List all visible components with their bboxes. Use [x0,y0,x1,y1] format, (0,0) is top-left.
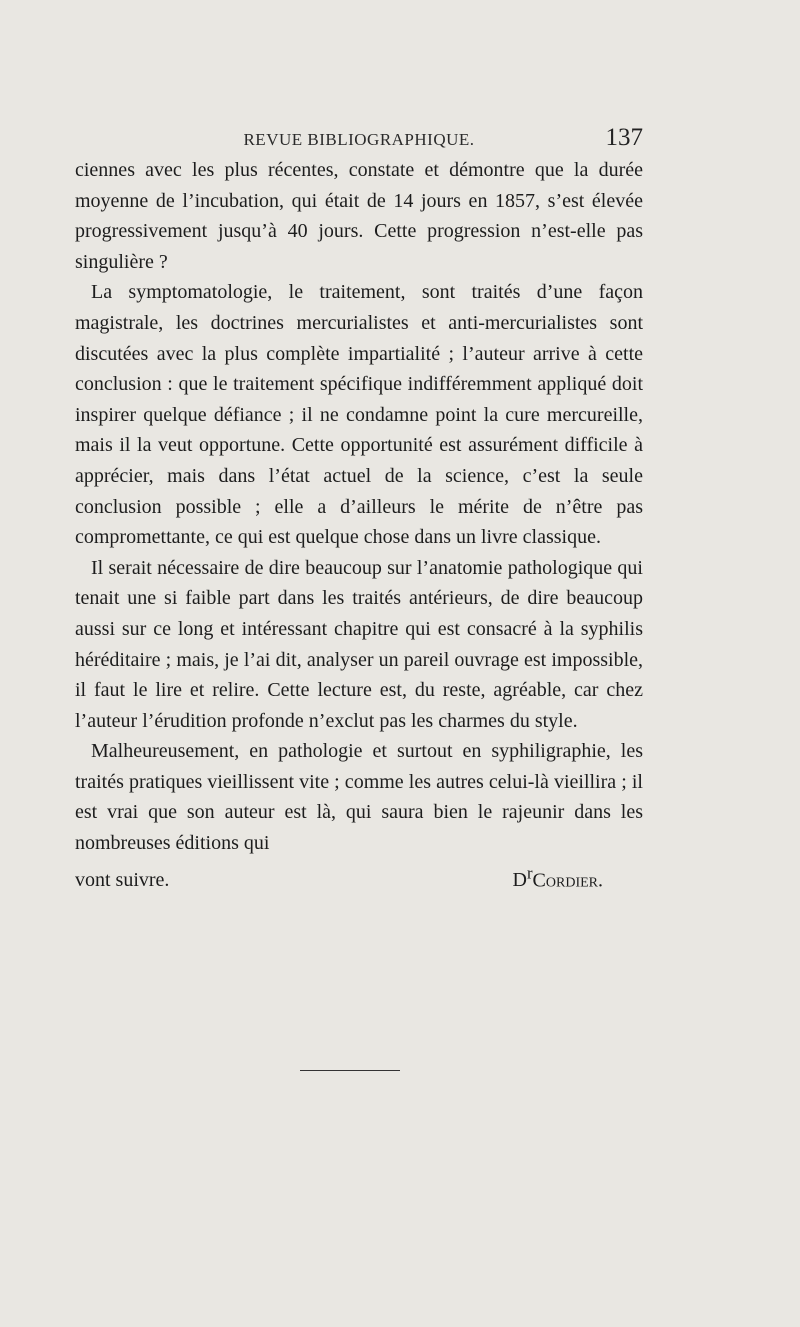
paragraph: ciennes avec les plus récentes, constate et démontre que la durée moyenne de l’incubation, qui était de 14 jours en 1857, s’est élevée progressivement jusqu’à 40 jours. Cette progression n’est-elle pas singulière ? [75,159,643,273]
signature-name: Cordier. [532,869,603,892]
paragraph: La symptomatologie, le traitement, sont traités d’une façon magistrale, les doctrines mercurialistes et anti-mercurialistes sont discutées avec la plus complète impartialité ; l’auteur arrive à cette conclusion : que le traitement spécifique indifféremment appliqué doit inspirer quelque défiance ; il ne condamne point la cure mercureille, mais il la veut opportune. Cette opportunité est assurément difficile à apprécier, mais dans l’état actuel de la science, c’est la seule conclusion possible ; elle a d’ailleurs le mérite de n’être pas compromettante, ce qui est quelque chose dans un livre classique. [75,281,643,549]
section-rule [300,1070,400,1071]
closing-line [75,859,643,896]
author-signature [513,859,603,896]
page-header [75,122,643,152]
page-number: 137 [605,124,643,151]
body-text [75,155,643,896]
signature-prefix: $D^r$ [512,863,533,892]
paragraph: Malheureusement, en pathologie et surtout en syphiligraphie, les traités pratiques vieillissent vite ; comme les autres celui-là vieillira ; il est vrai que son auteur est là, qui saura bien le rajeunir dans les nombreuses éditions qui [75,740,643,855]
closing-text: vont suivre. [75,869,170,892]
paragraph: Il serait nécessaire de dire beaucoup sur l’anatomie pathologique qui tenait une si faible part dans les traités antérieurs, de dire beaucoup aussi sur ce long et intéressant chapitre qui est consacré à la syphilis héréditaire ; mais, je l’ai dit, analyser un pareil ouvrage est impossible, il faut le lire et relire. Cette lecture est, du reste, agréable, car chez l’auteur l’érudition profonde n’exclut pas les charmes du style. [75,556,643,732]
running-head: REVUE BIBLIOGRAPHIQUE. [243,130,475,149]
